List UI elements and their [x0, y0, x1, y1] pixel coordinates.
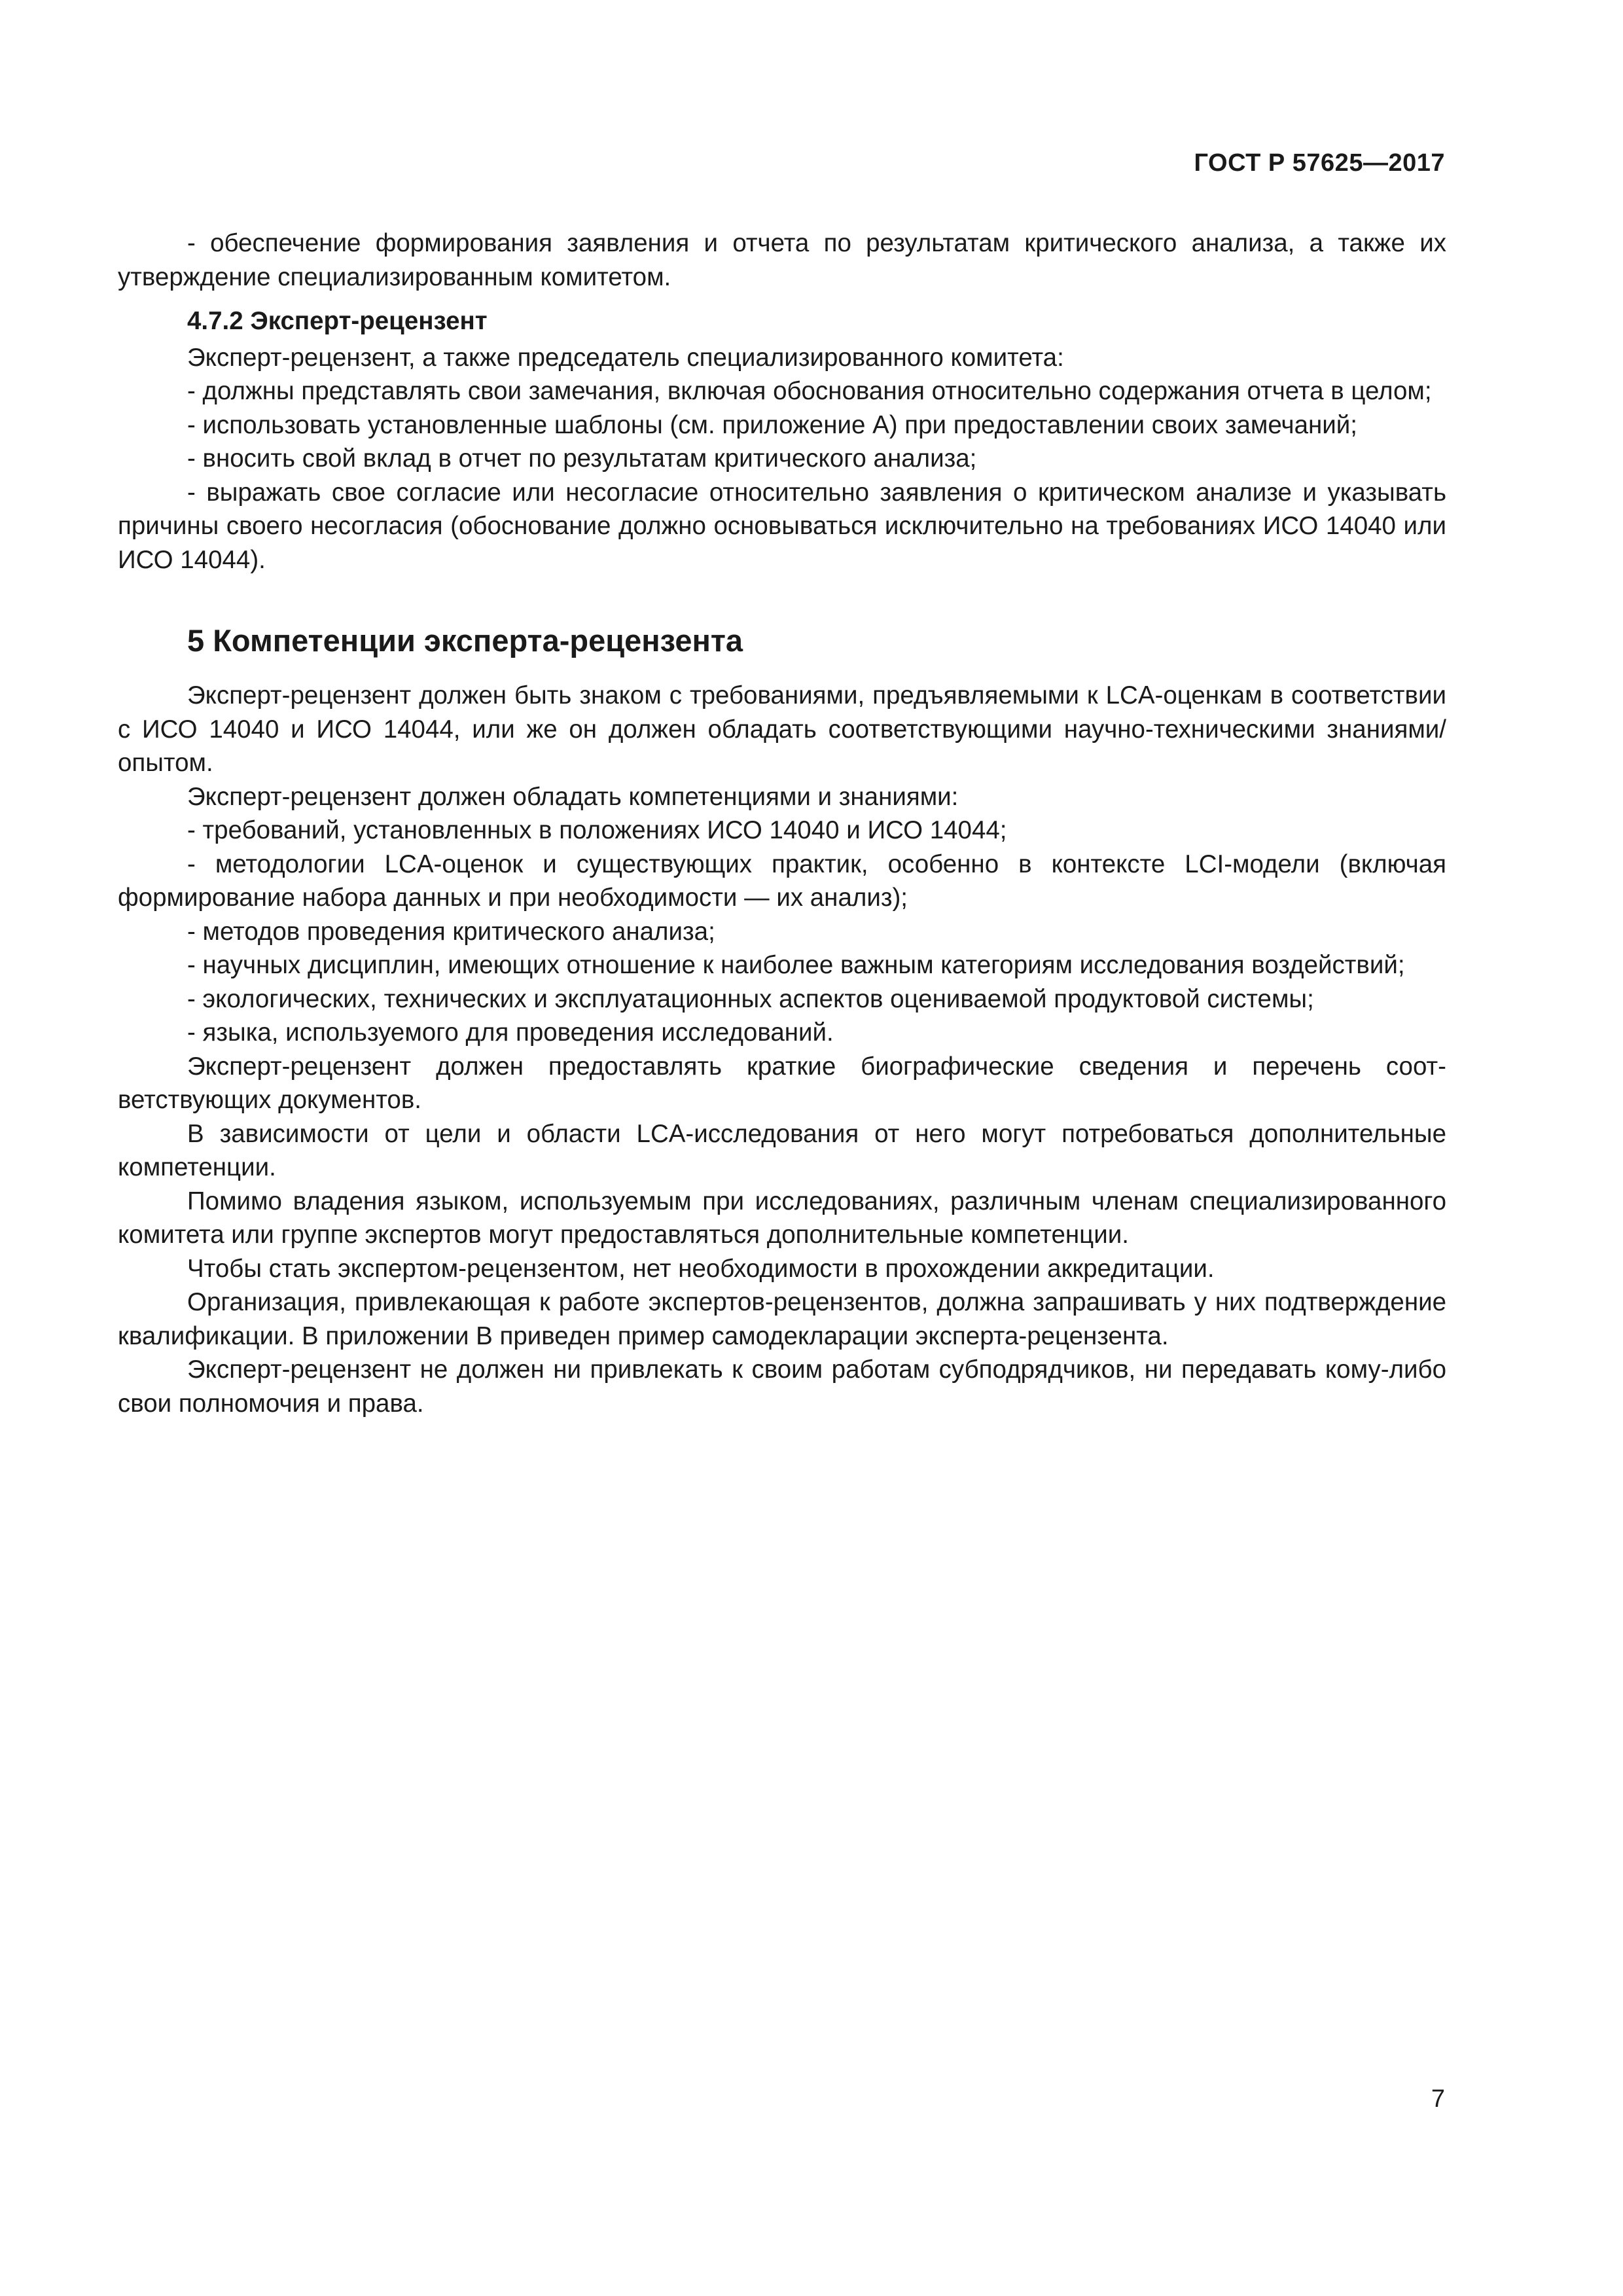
paragraph: Организация, привлекающая к работе экспертов-рецензентов, должна запрашивать у них подтверждение квалификации. В приложении В приведен пример самодекларации эксперта-рецензента.: [118, 1288, 1446, 1350]
list-item: - научных дисциплин, имеющих отношение к наиболее важным категориям исследования воздействий;: [187, 951, 1405, 979]
paragraph: - обеспечение формирования заявления и отчета по результатам критического анализа, а также их утверждение специализированным комитетом.: [118, 229, 1446, 291]
list-item: - вносить свой вклад в отчет по результатам критического анализа;: [187, 444, 977, 473]
paragraph: Эксперт-рецензент должен быть знаком с требованиями, предъявляемыми к LCA-оценкам в соответствии с ИСО 14040 и ИСО 14044, или же он должен обладать соответствующими научно-техническими знаниями/опытом.: [118, 681, 1446, 777]
list-item: - должны представлять свои замечания, включая обоснования относительно содержания отчета в целом;: [187, 377, 1432, 405]
list-item: - языка, используемого для проведения исследований.: [187, 1018, 834, 1047]
paragraph: В зависимости от цели и области LCA-исследования от него могут потребоваться дополнительные компетенции.: [118, 1119, 1446, 1181]
subsection-title: 4.7.2 Эксперт-рецензент: [187, 307, 488, 335]
list-item: - требований, установленных в положениях ИСО 14040 и ИСО 14044;: [187, 816, 1007, 844]
paragraph: Эксперт-рецензент не должен ни привлекать к своим работам субподрядчиков, ни передавать кому-либо свои полномочия и права.: [118, 1355, 1446, 1418]
paragraph: Эксперт-рецензент должен предоставлять краткие биографические сведения и перечень соответствующих документов.: [118, 1052, 1446, 1114]
paragraph: Помимо владения языком, используемым при исследованиях, различным членам специализированного комитета или группе экспертов могут предоставляться дополнительные компетенции.: [118, 1187, 1446, 1249]
paragraph: Эксперт-рецензент должен обладать компетенциями и знаниями:: [187, 782, 959, 811]
section-title: 5 Компетенции эксперта-рецензента: [187, 623, 743, 658]
list-item: - выражать свое согласие или несогласие относительно заявления о критическом анализе и указывать причины своего несогласия (обоснование должно основываться исключительно на требованиях ИСО 14040 или ИСО 14044).: [118, 478, 1446, 574]
list-item: - методологии LCA-оценок и существующих практик, особенно в контексте LCI-модели (включая формирование набора данных и при необходимости — их анализ);: [118, 850, 1446, 912]
paragraph: Эксперт-рецензент, а также председатель специализированного комитета:: [187, 343, 1064, 372]
list-item: - использовать установленные шаблоны (см. приложение А) при предоставлении своих замечаний;: [187, 410, 1357, 439]
paragraph: Чтобы стать экспертом-рецензентом, нет необходимости в прохождении аккредитации.: [187, 1254, 1215, 1283]
list-item: - экологических, технических и эксплуатационных аспектов оцениваемой продуктовой системы;: [187, 984, 1314, 1013]
list-item: - методов проведения критического анализа;: [187, 917, 715, 946]
document-code: ГОСТ Р 57625—2017: [1194, 149, 1445, 177]
document-body: [118, 226, 1446, 1420]
page-number: 7: [1431, 2085, 1445, 2113]
